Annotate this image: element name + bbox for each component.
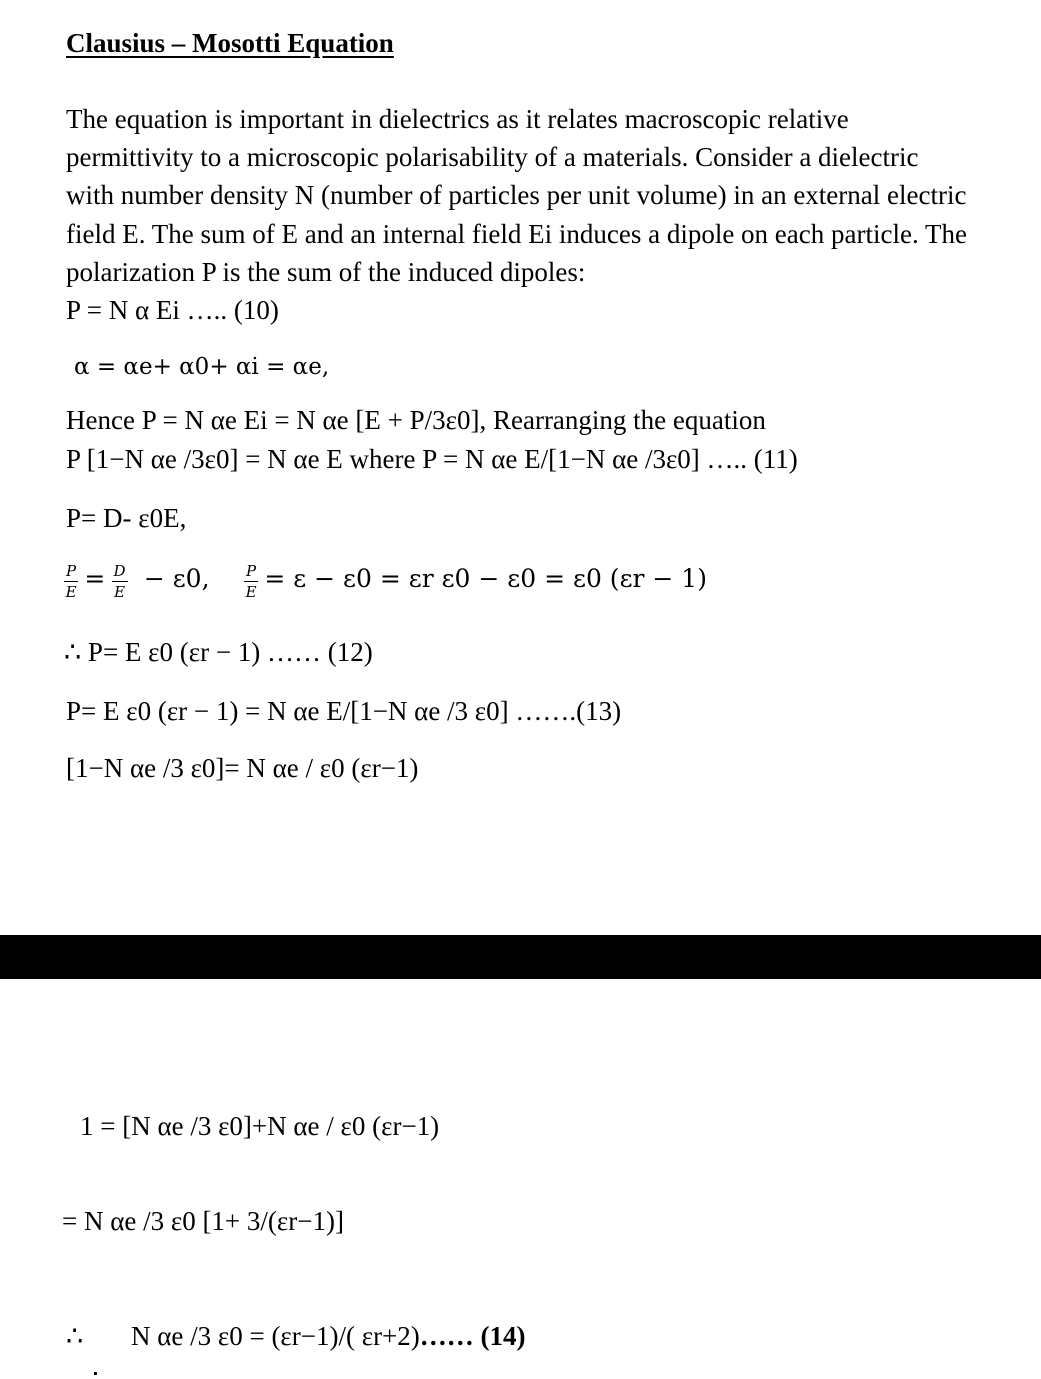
- fraction-p-over-e-2: [244, 563, 258, 600]
- equals-sign: =: [84, 564, 106, 594]
- page-title: Clausius – Mosotti Equation: [66, 28, 394, 58]
- equation-10: P = N α Ei ….. (10): [66, 295, 279, 326]
- redaction-band: [0, 935, 1041, 979]
- unity-equation: 1 = [N αe /3 ε0]+N αe / ε0 (εr−1): [80, 1111, 440, 1141]
- fraction-part1-tail: − ε0,: [143, 564, 210, 594]
- fraction-numerator: P: [246, 562, 257, 580]
- equals-expansion: = N αe /3 ε0 [1+ 3/(εr−1)]: [62, 1206, 344, 1236]
- fraction-part2-tail: = ε − ε0 = εr ε0 − ε0 = ε0 (εr − 1): [264, 564, 707, 594]
- paragraph-line: with number density N (number of particles per unit volume) in an external electric: [66, 180, 967, 211]
- equation-14: [131, 1321, 526, 1352]
- fraction-p-over-e: [64, 563, 78, 600]
- fraction-denominator: E: [245, 582, 257, 601]
- therefore-symbol: ∴: [66, 1321, 84, 1351]
- paragraph-line: permittivity to a microscopic polarisability of a materials. Consider a dielectric: [66, 142, 919, 173]
- equation-11: P [1−N αe /3ε0] = N αe E where P = N αe E/[1−N αe /3ε0] ….. (11): [66, 444, 798, 474]
- equation-14-body: N αe /3 ε0 = (εr−1)/( εr+2): [131, 1321, 420, 1351]
- intro-paragraph: [66, 100, 1041, 329]
- paragraph-line: polarization P is the sum of the induced dipoles:: [66, 256, 586, 287]
- fraction-numerator: P: [66, 562, 77, 580]
- fraction-denominator: E: [114, 582, 126, 601]
- displacement-relation: P= D- ε0E,: [66, 503, 187, 533]
- bracket-equation: [1−N αe /3 ε0]= N αe / ε0 (εr−1): [66, 753, 419, 783]
- equation-13: P= E ε0 (εr − 1) = N αe E/[1−N αe /3 ε0] …….(13): [66, 696, 622, 726]
- alpha-sum-equation: α = αe+ α0+ αi = αe,: [74, 354, 330, 380]
- page-mark: [94, 1372, 97, 1375]
- equation-12: ∴ P= E ε0 (εr − 1) …… (12): [64, 637, 373, 667]
- fraction-equation-row: [64, 563, 707, 600]
- fraction-denominator: E: [65, 582, 77, 601]
- equation-14-label: …… (14): [419, 1321, 526, 1351]
- paragraph-line: The equation is important in dielectrics as it relates macroscopic relative: [66, 104, 849, 134]
- hence-equation: Hence P = N αe Ei = N αe [E + P/3ε0], Rearranging the equation: [66, 405, 766, 435]
- fraction-numerator: D: [113, 562, 126, 580]
- paragraph-line: field E. The sum of E and an internal field Ei induces a dipole on each particle. The: [66, 218, 967, 249]
- fraction-d-over-e: [112, 563, 128, 600]
